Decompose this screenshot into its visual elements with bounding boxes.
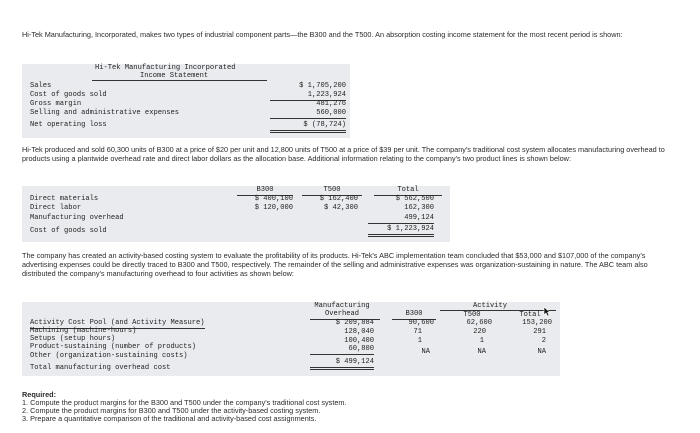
cogs-label: Cost of goods sold <box>30 91 107 99</box>
machining-label: Machining (machine-hours) <box>30 327 137 335</box>
paragraph-abc: The company has created an activity-based costing system to evaluate the profitability of its products. Hi-Tek's ABC implementation team concluded that $53,000 and $107,000 of the company's advertising expenses could be directly traced to B300 and T500, respectively. The remainder of the selling and administrative expenses was organization-sustaining in nature. The ABC team also distributed the company's manufacturing overhead to four activities as shown below: <box>22 251 648 278</box>
direct-labor-b300: $ 120,000 <box>254 204 293 212</box>
product-sustaining-total: 2 <box>541 337 546 345</box>
income-statement <box>22 64 350 138</box>
cost-of-goods-sold-total: $ 1,223,924 <box>368 225 434 237</box>
required-heading: Required: <box>22 390 57 399</box>
mfg-overhead-total: 499,124 <box>368 214 434 224</box>
total-moh-label: Total manufacturing overhead cost <box>30 364 171 372</box>
abc-header-total: Total <box>519 311 541 319</box>
required-item-2: 2. Compute the product margins for B300 and T500 under the activity-based costing system. <box>22 406 321 415</box>
machining-moh: $ 209,884 <box>335 319 374 327</box>
direct-materials-t500: $ 162,400 <box>319 195 358 203</box>
setups-total: 291 <box>533 328 546 336</box>
income-statement-company: Hi-Tek Manufacturing Incorporated <box>95 64 236 72</box>
intro-text: Hi-Tek Manufacturing, Incorporated, makes two types of industrial component parts—the B300 and the T500. An absorption costing income statement for the most recent period is shown: <box>22 30 623 39</box>
machining-t500: 62,600 <box>466 319 492 327</box>
cogs-value: 1,223,924 <box>270 91 346 101</box>
machining-b300: 90,600 <box>408 319 434 327</box>
product-sustaining-b300: 1 <box>417 337 422 345</box>
other-label: Other (organization-sustaining costs) <box>30 352 188 360</box>
required-item-1: 1. Compute the product margins for the B300 and T500 under the company's traditional cost system. <box>22 398 347 407</box>
total-moh-value: $ 499,124 <box>310 358 374 370</box>
direct-labor-label: Direct labor <box>30 204 82 212</box>
direct-labor-t500: $ 42,300 <box>323 204 358 212</box>
mfg-overhead-label: Manufacturing overhead <box>30 214 124 222</box>
activity-cost-pool-header: Activity Cost Pool (and Activity Measure) <box>30 319 205 327</box>
sga-label: Selling and administrative expenses <box>30 109 179 117</box>
sales-value: $ 1,705,200 <box>299 82 346 90</box>
cost-of-goods-sold-label: Cost of goods sold <box>30 227 107 235</box>
moh-header-line2: Overhead <box>324 310 360 318</box>
net-loss-label: Net operating loss <box>30 121 107 129</box>
mouse-cursor-icon <box>543 306 551 317</box>
gross-margin-value: 481,276 <box>316 100 346 108</box>
product-sustaining-label: Product-sustaining (number of products) <box>30 343 197 351</box>
other-t500: NA <box>477 348 486 356</box>
other-moh: 60,800 <box>310 345 374 355</box>
sales-label: Sales <box>30 82 52 90</box>
paragraph-production: Hi-Tek produced and sold 60,300 units of B300 at a price of $20 per unit and 12,800 units of T500 at a price of $39 per unit. The company's traditional cost system allocates manufacturing overhead to products using a plantwide overhead rate and direct labor dollars as the allocation base. Additional information relating to the company's two product lines is shown below: <box>22 145 665 163</box>
cost-header-b300: B300 <box>237 186 293 196</box>
gross-margin-label: Gross margin <box>30 100 82 108</box>
abc-table <box>22 302 560 376</box>
required-item-3: 3. Prepare a quantitative comparison of the traditional and activity-based cost assignments. <box>22 414 317 423</box>
income-statement-title: Income Statement <box>140 72 209 80</box>
setups-b300: 71 <box>413 328 422 336</box>
setups-t500: 220 <box>473 328 486 336</box>
cost-header-t500: T500 <box>302 186 362 196</box>
direct-materials-b300: $ 400,100 <box>254 195 293 203</box>
machining-total: 153,200 <box>522 319 552 327</box>
setups-label: Setups (setup hours) <box>30 335 116 343</box>
direct-labor-total: 162,300 <box>404 204 434 212</box>
abc-header-b300: B300 <box>392 310 436 320</box>
cost-table <box>22 186 450 242</box>
cost-header-total: Total <box>374 186 442 196</box>
moh-header-line1: Manufacturing <box>314 302 370 310</box>
setups-moh: 128,040 <box>344 328 374 336</box>
direct-materials-total: $ 562,500 <box>395 195 434 203</box>
product-sustaining-moh: 100,400 <box>344 337 374 345</box>
other-b300: NA <box>421 348 430 356</box>
other-total: NA <box>537 348 546 356</box>
activity-header: Activity <box>472 302 508 310</box>
abc-header-t500: T500 <box>463 311 481 319</box>
direct-materials-label: Direct materials <box>30 195 99 203</box>
product-sustaining-t500: 1 <box>479 337 484 345</box>
net-loss-value: $ (78,724) <box>270 121 346 133</box>
sga-value: 560,000 <box>270 109 346 119</box>
